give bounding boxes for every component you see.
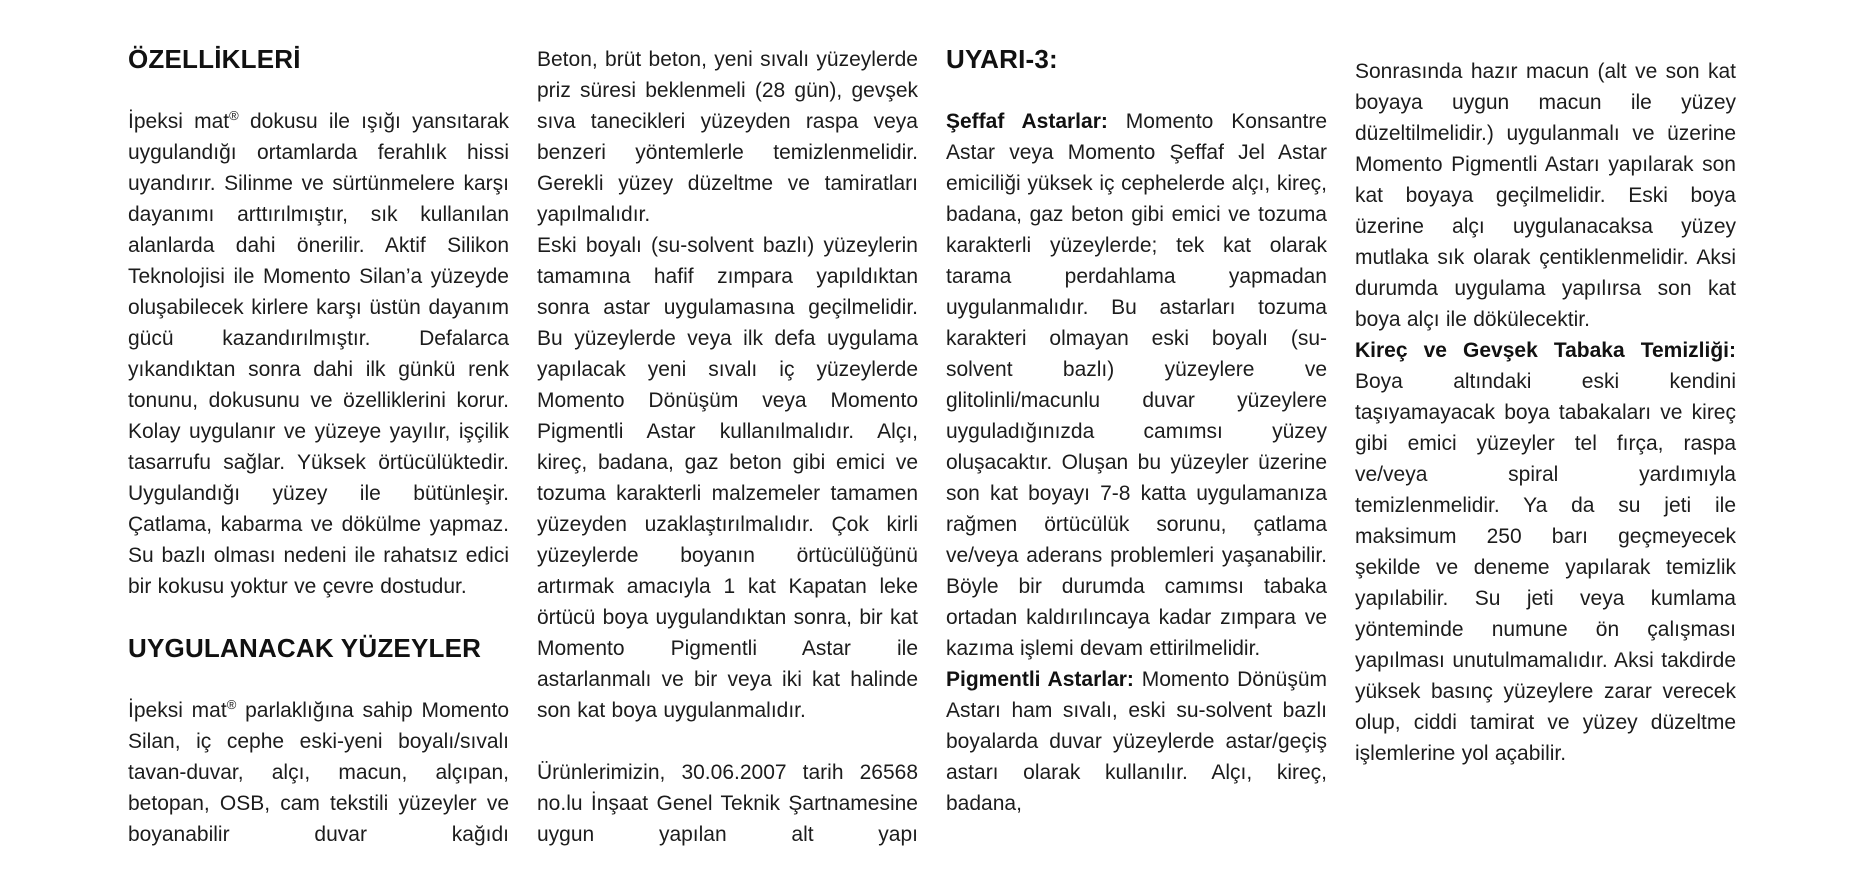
heading-uyari-3: UYARI-3: (946, 44, 1058, 74)
paragraph-text: Momento Konsantre Astar veya Momento Şeffaf Jel Astar emiciliği yüksek iç cephelerde alçı, kireç, badana, gaz beton gibi emici ve tozuma karakterli yüzeylerde; tek kat olarak tarama perdahlama yapmadan uygulanmalıdır. Bu astarları tozuma karakteri olmayan eski boyalı (su-solvent bazlı) yüzeylere ve glitolinli/macunlu duvar yüzeylere uyguladığınızda camımsı yüzey oluşacaktır. Oluşan bu yüzeyler üzerine son kat boyayı 7-8 katta uygulamanıza rağmen örtücülük sorunu, çatlama ve/veya aderans problemleri yaşanabilir. Böyle bir durumda camımsı tabaka ortadan kaldırılıncaya kadar zımpara ve kazıma işlemi devam ettirilmelidir. (946, 110, 1327, 660)
paragraph-pigmentli-astarlar (946, 664, 1327, 819)
paragraph-text: dokusu ile ışığı yansıtarak uygulandığı ortamlarda ferahlık hissi uyandırır. Silinme ve sürtünmelere karşı dayanımı arttırılmıştır, sık kullanılan alanlarda dahi önerilir. Aktif Silikon Teknolojisi ile Momento Silan’a yüzeyde oluşabilecek kirlere karşı üstün dayanım gücü kazandırılmıştır. Defalarca yıkandıktan sonra dahi ilk günkü renk tonunu, dokusunu ve özelliklerini korur. Kolay uygulanır ve yüzeye yayılır, işçilik tasarrufu sağlar. Yüksek örtücülüktedir. Uygulandığı yüzey ile bütünleşir. Çatlama, kabarma ve dökülme yapmaz. Su bazlı olması nedeni ile rahatsız edici bir kokusu yoktur ve çevre dostudur. (128, 110, 509, 598)
text-columns (128, 44, 1736, 850)
registered-trademark-symbol: ® (226, 697, 237, 712)
paragraph-features (128, 106, 509, 602)
bold-lead-pigmentli-astarlar: Pigmentli Astarlar: (946, 668, 1134, 691)
bold-lead-seffaf-astarlar: Şeffaf Astarlar: (946, 110, 1108, 133)
paragraph-text: Momento Dönüşüm Astarı ham sıvalı, eski su-solvent bazlı boyalarda duvar yüzeylerde astar/geçiş astarı olarak kullanılır. Alçı, kireç, badana, (946, 668, 1327, 815)
heading-uygulanacak-yuzeyler: UYGULANACAK YÜZEYLER (128, 633, 482, 663)
column-3 (946, 44, 1327, 850)
paragraph-concrete-prep: Beton, brüt beton, yeni sıvalı yüzeylerde priz süresi beklenmeli (28 gün), gevşek sıva tanecikleri yüzeyden raspa veya benzeri yöntemlerle temizlenmelidir. Gerekli yüzey düzeltme ve tamiratları yapılmalıdır. (537, 48, 918, 226)
paragraph-text: İpeksi mat (128, 110, 230, 133)
paragraph-regulation: Ürünlerimizin, 30.06.2007 tarih 26568 no.lu İnşaat Genel Teknik Şartnamesine uygun yapılan alt yapı (537, 761, 918, 846)
paragraph-surfaces (128, 695, 509, 850)
column-2 (537, 44, 918, 850)
paragraph-seffaf-astarlar (946, 106, 1327, 664)
paragraph-text: İpeksi mat (128, 699, 227, 722)
column-1 (128, 44, 509, 850)
paragraph-macun-uygulama: Sonrasında hazır macun (alt ve son kat boyaya uygun macun ile yüzey düzeltilmelidir.) uygulanmalı ve üzerine Momento Pigmentli Astarı yapılarak son kat boyaya geçilmelidir. Eski boya üzerine alçı uygulanacaksa yüzey mutlaka sık olarak çentiklenmelidir. Aksi durumda uygulama yapılırsa son kat boya alçı ile dökülecektir. (1355, 60, 1736, 331)
paragraph-old-paint-prep: Eski boyalı (su-solvent bazlı) yüzeylerin tamamına hafif zımpara yapıldıktan sonra astar uygulamasına geçilmelidir. Bu yüzeylerde veya ilk defa uygulama yapılacak yeni sıvalı iç yüzeylerde Momento Dönüşüm veya Momento Pigmentli Astar kullanılmalıdır. Alçı, kireç, badana, gaz beton gibi emici ve tozuma karakterli malzemeler tamamen yüzeyden uzaklaştırılmalıdır. Çok kirli yüzeylerde boyanın örtücülüğünü artırmak amacıyla 1 kat Kapatan leke örtücü boya uygulandıktan sonra, bir kat Momento Pigmentli Astar ile astarlanmalı ve bir veya iki kat halinde son kat boya uygulanmalıdır. (537, 234, 918, 722)
bold-lead-kirec-temizligi: Kireç ve Gevşek Tabaka Temizliği: (1355, 339, 1736, 362)
registered-trademark-symbol: ® (229, 108, 239, 123)
paragraph-text: Boya altındaki eski kendini taşıyamayacak boya tabakaları ve kireç gibi emici yüzeyler tel fırça, raspa ve/veya spiral yardımıyla temizlenmelidir. Ya da su jeti ile maksimum 250 barı geçmeyecek şekilde ve deneme yapılarak temizlik yapılabilir. Su jeti veya kumlama yönteminde numune ön çalışması yapılması unutulmamalıdır. Aksi takdirde yüksek basınç yüzeylere zarar verecek olup, ciddi tamirat ve yüzey düzeltme işlemlerine yol açabilir. (1355, 370, 1736, 765)
paragraph-kirec-temizligi (1355, 335, 1736, 769)
column-4 (1355, 44, 1736, 850)
paragraph-text: parlaklığına sahip Momento Silan, iç cephe eski-yeni boyalı/sıvalı tavan-duvar, alçı, macun, alçıpan, betopan, OSB, cam tekstili yüzeyler ve boyanabilir duvar kağıdı (128, 699, 510, 846)
heading-ozellikleri: ÖZELLİKLERİ (128, 44, 301, 74)
